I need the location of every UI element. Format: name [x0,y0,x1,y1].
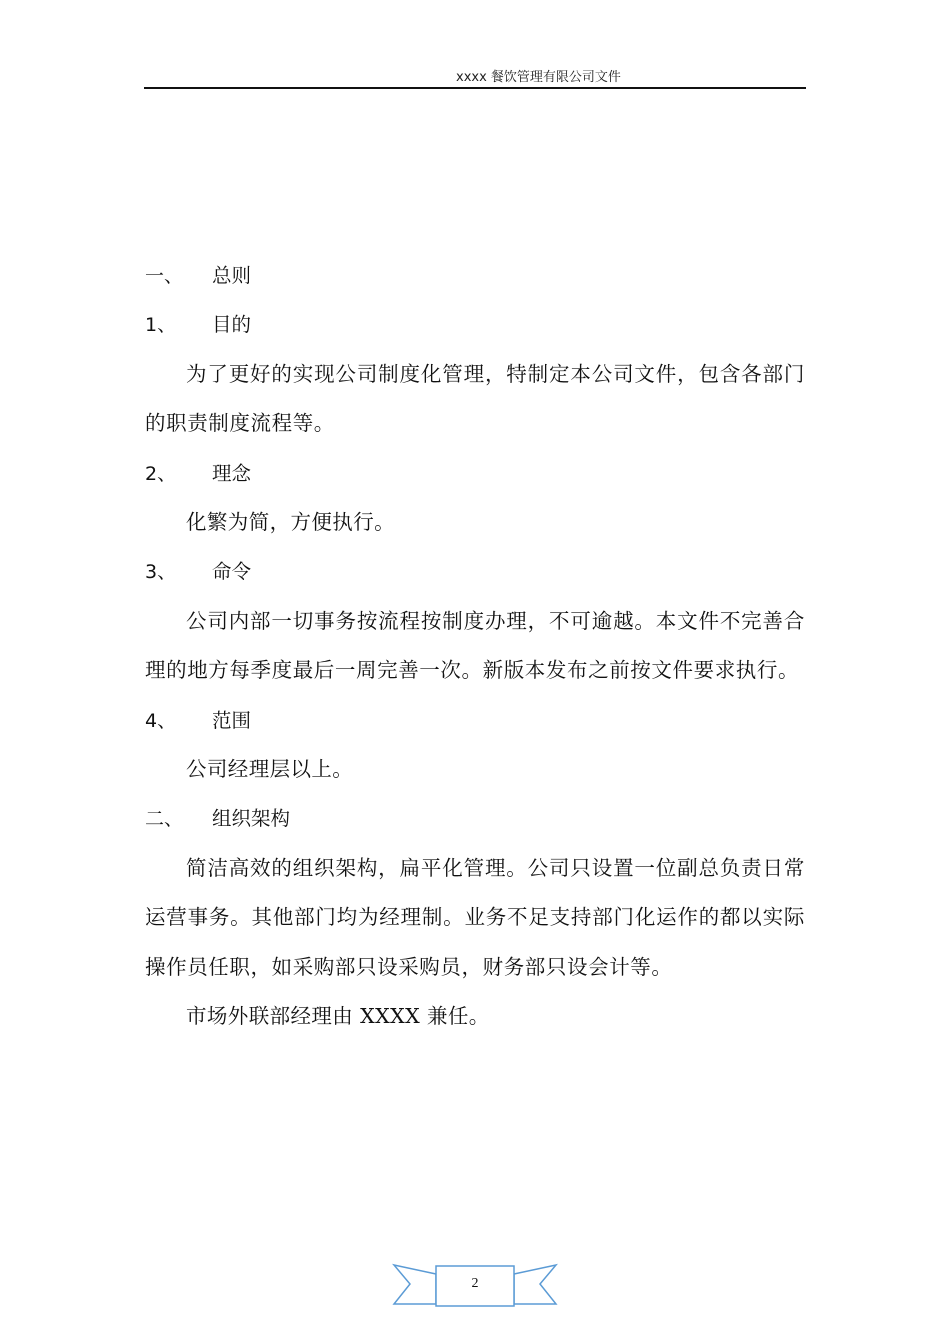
paragraph-organization: 简洁高效的组织架构，扁平化管理。公司只设置一位副总负责日常运营事务。其他部门均为经理制。业务不足支持部门化运作的都以实际操作员任职，如采购部只设采购员，财务部只设会计等。 [145,855,805,979]
subsection-number: 3、 [145,561,177,584]
subsection-number: 1、 [145,314,177,337]
ribbon-right-tail [514,1265,556,1304]
subsection-title: 命令 [212,560,252,584]
section-title: 总则 [212,264,252,287]
section-heading-general [145,251,805,300]
subsection-title: 理念 [212,461,252,485]
subsection-number: 4、 [145,709,177,732]
paragraph-purpose: 为了更好的实现公司制度化管理，特制定本公司文件，包含各部门的职责制度流程等。 [145,361,805,436]
subsection-heading-command [145,547,805,596]
section-number: 二、 [145,808,184,831]
subsection-heading-purpose [145,300,805,349]
page-header-title: xxxx 餐饮管理有限公司文件 [456,70,621,85]
paragraph-command: 公司内部一切事务按流程按制度办理，不可逾越。本文件不完善合理的地方每季度最后一周完善一次。新版本发布之前按文件要求执行。 [145,608,805,683]
subsection-heading-scope [145,696,805,745]
header-divider [144,87,806,89]
page-number: 2 [471,1276,479,1291]
paragraph-marketing: 市场外联部经理由 XXXX 兼任。 [186,1004,490,1028]
subsection-heading-philosophy [145,449,805,498]
ribbon-left-tail [394,1265,436,1304]
subsection-title: 目的 [212,313,252,337]
document-body [145,251,805,1041]
subsection-title: 范围 [212,708,252,732]
subsection-number: 2、 [145,462,177,485]
section-title: 组织架构 [212,807,291,831]
paragraph-philosophy: 化繁为简，方便执行。 [186,509,395,534]
section-heading-organization [145,794,805,843]
paragraph-scope: 公司经理层以上。 [186,756,354,781]
section-number: 一、 [145,265,184,287]
